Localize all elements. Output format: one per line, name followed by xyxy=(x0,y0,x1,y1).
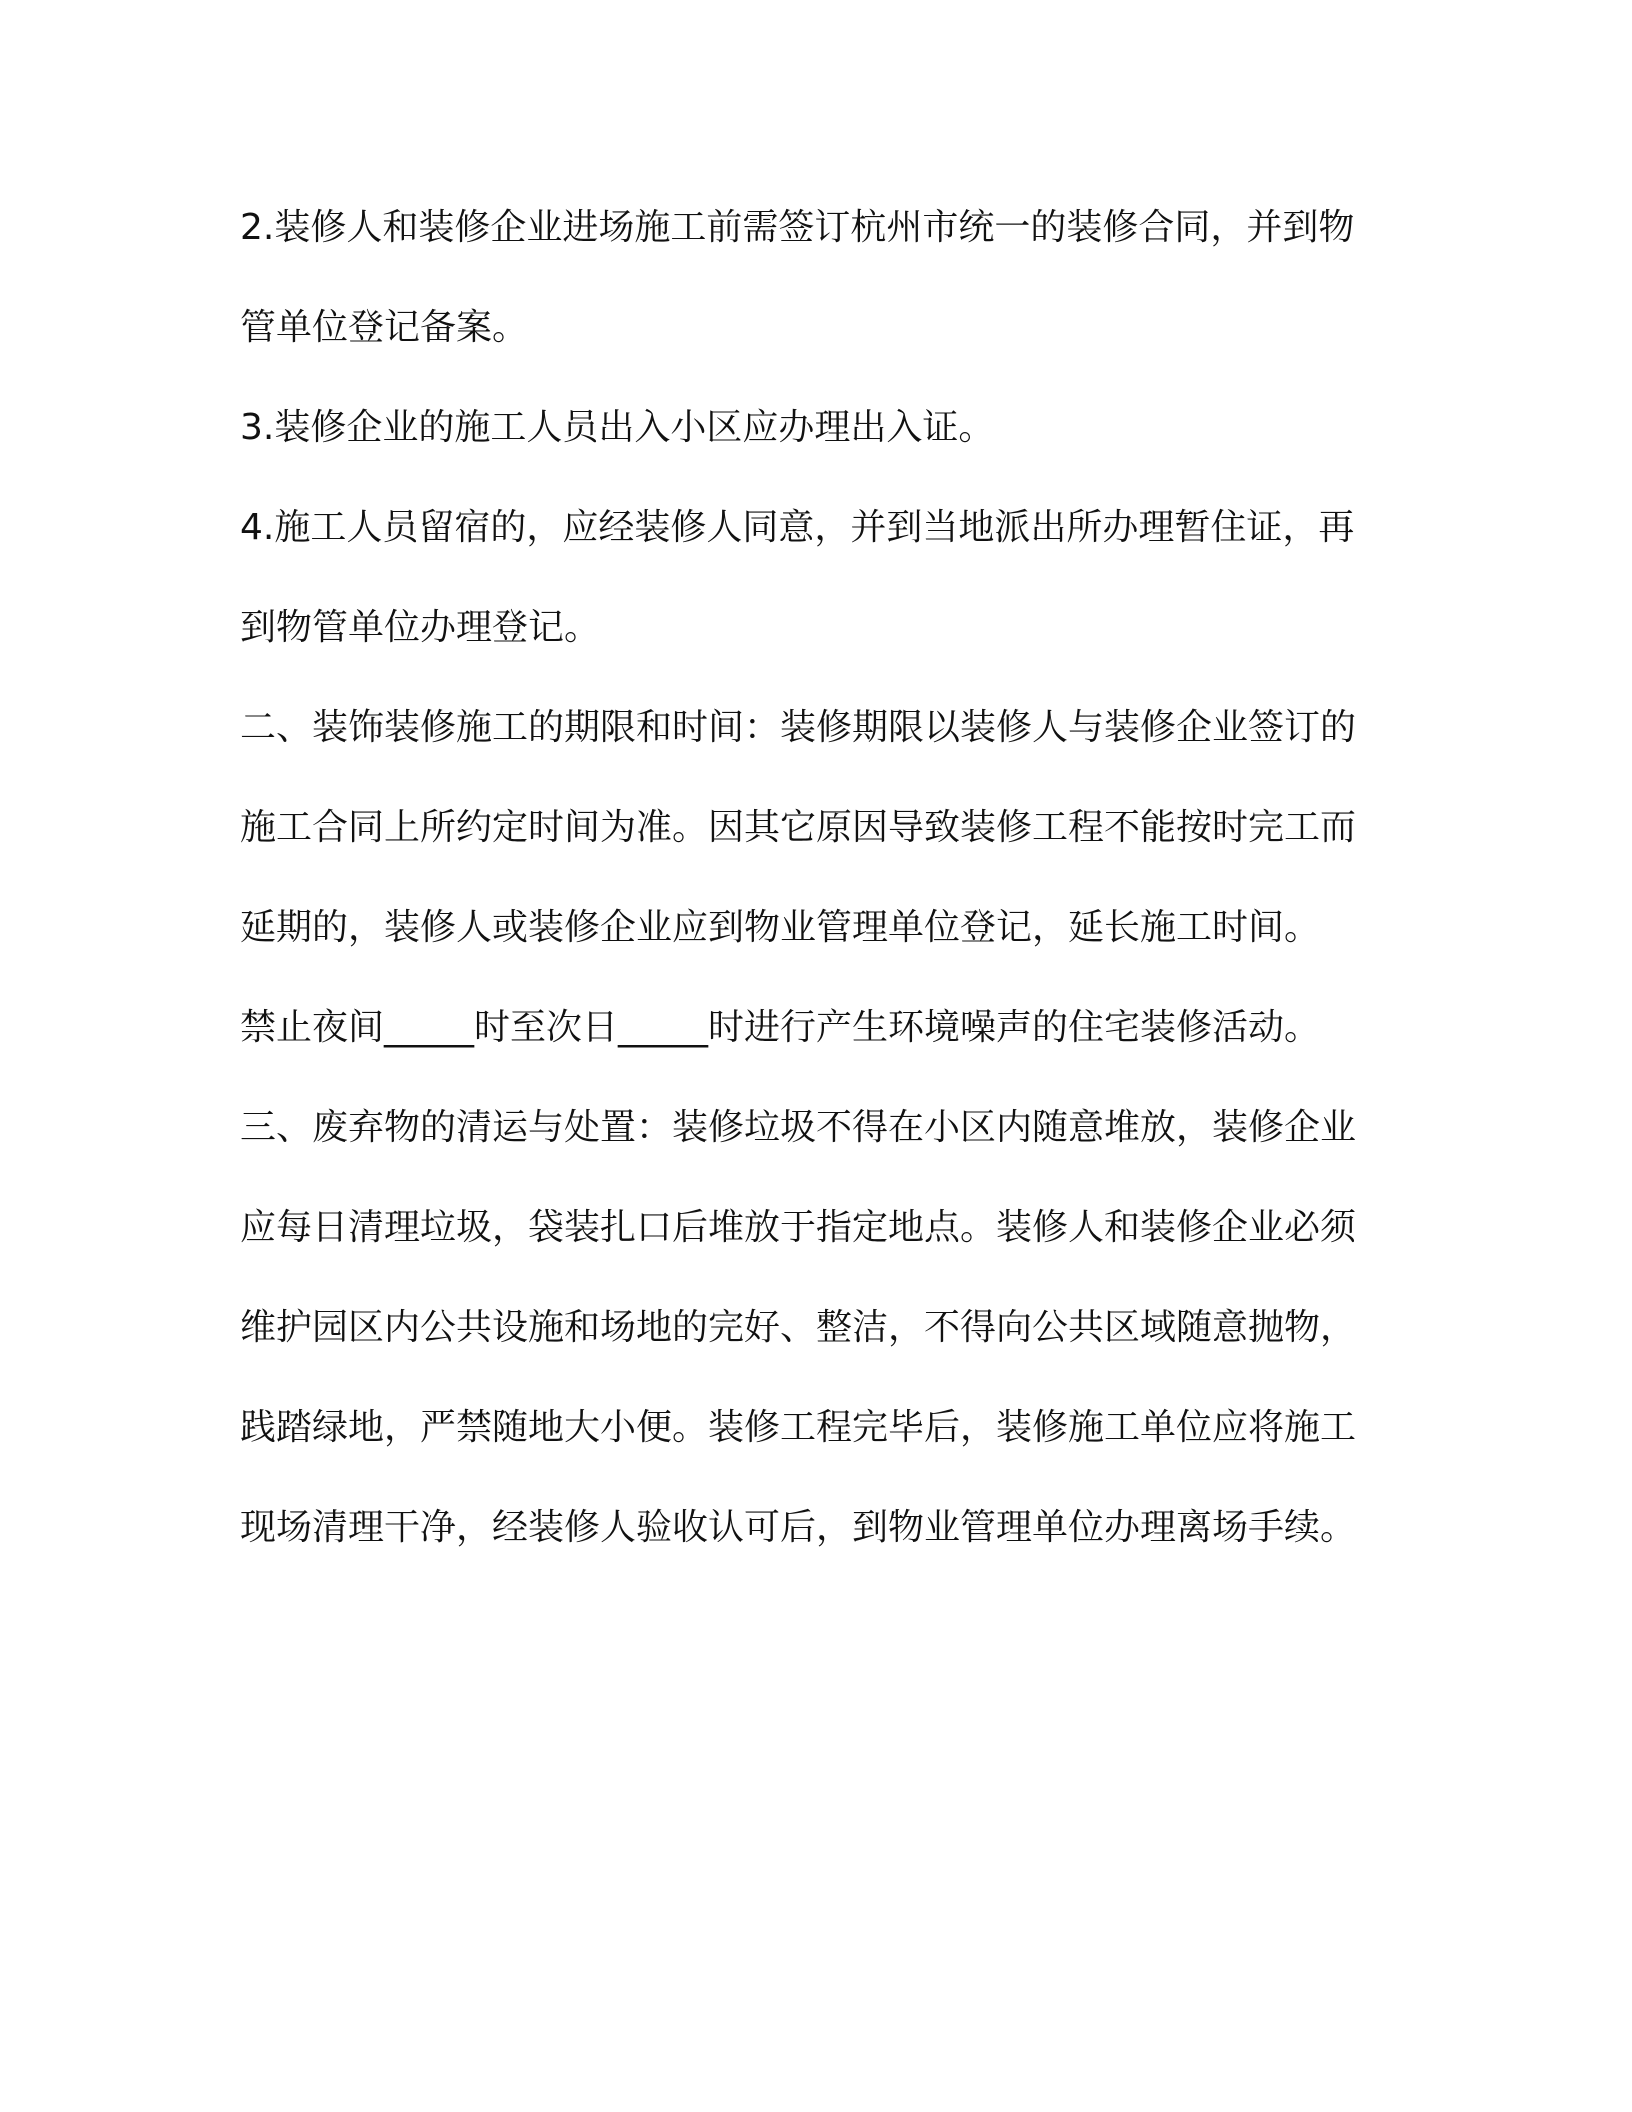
paragraph-waste-disposal: 三、废弃物的清运与处置：装修垃圾不得在小区内随意堆放，装修企业应每日清理垃圾，袋装扎口后堆放于指定地点。装修人和装修企业必须维护园区内公共设施和场地的完好、整洁，不得向公共区域随意抛物，践踏绿地，严禁随地大小便。装修工程完毕后，装修施工单位应将施工现场清理干净，经装修人验收认可后，到物业管理单位办理离场手续。 xyxy=(240,1107,1357,1548)
document-body xyxy=(240,178,1360,1578)
paragraph-night-noise-ban: 禁止夜间_____时至次日_____时进行产生环境噪声的住宅装修活动。 xyxy=(240,1007,1321,1048)
paragraph-access-pass: 3.装修企业的施工人员出入小区应办理出入证。 xyxy=(240,407,995,448)
paragraph-construction-period: 二、装饰装修施工的期限和时间：装修期限以装修人与装修企业签订的施工合同上所约定时间为准。因其它原因导致装修工程不能按时完工而延期的，装修人或装修企业应到物业管理单位登记，延长施工时间。 xyxy=(240,707,1357,948)
paragraph-contract-registration: 2.装修人和装修企业进场施工前需签订杭州市统一的装修合同，并到物管单位登记备案。 xyxy=(240,207,1355,348)
paragraph-worker-lodging: 4.施工人员留宿的，应经装修人同意，并到当地派出所办理暂住证，再到物管单位办理登记。 xyxy=(240,507,1355,648)
